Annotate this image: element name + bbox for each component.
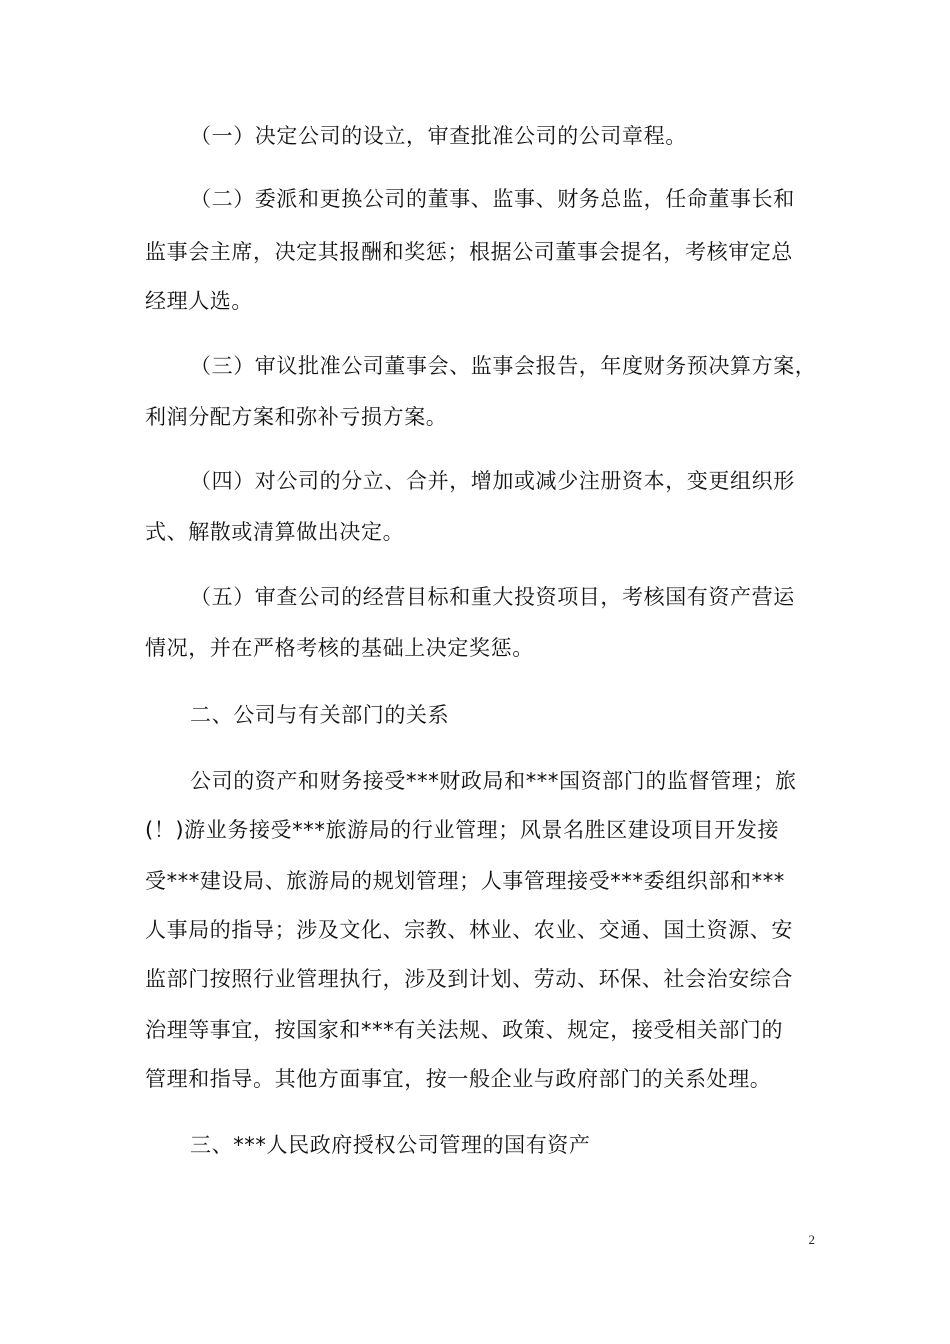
section-heading: 二、公司与有关部门的关系 <box>190 703 450 727</box>
paragraph-line: 式、解散或清算做出决定。 <box>145 520 405 544</box>
paragraph-line: 公司的资产和财务接受***财政局和***国资部门的监督管理；旅 <box>190 769 797 793</box>
paragraph-line: 人事局的指导；涉及文化、宗教、林业、农业、交通、国土资源、安 <box>145 918 793 942</box>
paragraph-line: （四）对公司的分立、合并，增加或减少注册资本，变更组织形 <box>190 469 795 493</box>
paragraph-line: 治理等事宜，按国家和***有关法规、政策、规定，接受相关部门的 <box>145 1018 784 1042</box>
page-number: 2 <box>808 1232 815 1247</box>
paragraph-line: 管理和指导。其他方面事宜，按一般企业与政府部门的关系处理。 <box>145 1067 772 1091</box>
paragraph-line: 受***建设局、旅游局的规划管理；人事管理接受***委组织部和*** <box>145 869 785 893</box>
paragraph-line: 利润分配方案和弥补亏损方案。 <box>145 405 448 429</box>
paragraph-line: 监事会主席，决定其报酬和奖惩；根据公司董事会提名，考核审定总 <box>145 240 793 264</box>
paragraph-line: （三）审议批准公司董事会、监事会报告，年度财务预决算方案， <box>190 354 817 378</box>
paragraph-line: (！)游业务接受***旅游局的行业管理；风景名胜区建设项目开发接 <box>145 818 780 842</box>
paragraph-line: 监部门按照行业管理执行，涉及到计划、劳动、环保、社会治安综合 <box>145 967 793 991</box>
paragraph-line: （二）委派和更换公司的董事、监事、财务总监，任命董事长和 <box>190 187 795 211</box>
paragraph-line: 经理人选。 <box>145 289 253 313</box>
paragraph-line: （五）审查公司的经营目标和重大投资项目，考核国有资产营运 <box>190 585 795 609</box>
section-heading: 三、***人民政府授权公司管理的国有资产 <box>190 1133 591 1157</box>
paragraph-line: 情况，并在严格考核的基础上决定奖惩。 <box>145 636 534 660</box>
paragraph-line: （一）决定公司的设立，审查批准公司的公司章程。 <box>190 124 687 148</box>
